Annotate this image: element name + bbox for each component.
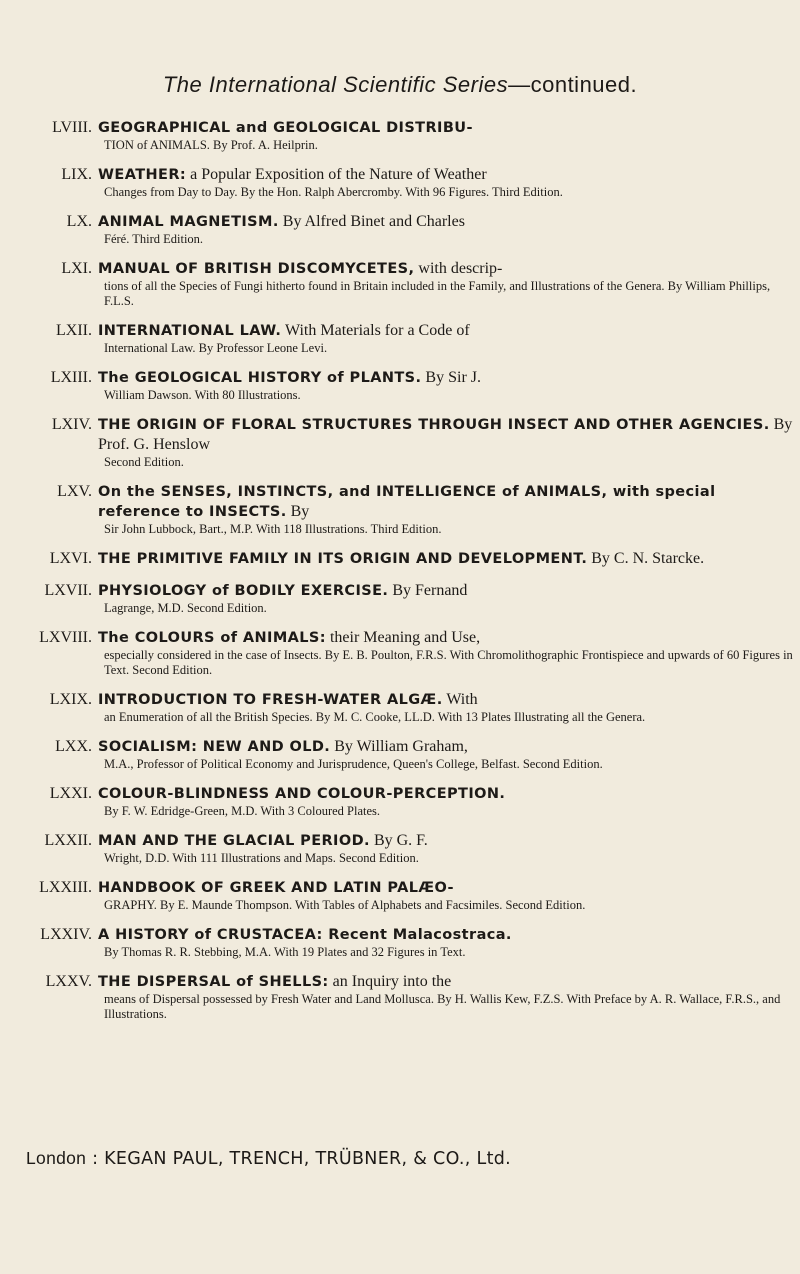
entry-heading bbox=[98, 165, 794, 185]
entry-heading bbox=[98, 690, 794, 710]
entry-title: WEATHER: bbox=[98, 167, 187, 183]
entry-number: LXIX. bbox=[49, 691, 92, 708]
entry-title: A HISTORY of CRUSTACEA: Recent Malacostraca. bbox=[98, 927, 512, 943]
catalogue-entry bbox=[24, 628, 794, 678]
catalogue-entry bbox=[24, 737, 794, 772]
catalogue-entry bbox=[24, 784, 794, 819]
entry-heading bbox=[98, 482, 794, 522]
entry-description: tions of all the Species of Fungi hitherto found in Britain included in the Family, and Illustrations of the Genera. By William Phillips, F.L.S. bbox=[104, 279, 771, 308]
entry-title-continuation: By Prof. G. Henslow bbox=[98, 416, 793, 453]
entry-heading bbox=[98, 259, 794, 279]
entry-title: The GEOLOGICAL HISTORY of PLANTS. bbox=[98, 370, 422, 386]
entry-title-continuation: By William Graham, bbox=[330, 738, 468, 755]
entry-title: HANDBOOK OF GREEK AND LATIN PALÆO- bbox=[98, 880, 454, 896]
entry-description: William Dawson. With 80 Illustrations. bbox=[104, 388, 301, 402]
entry-number: LXVI. bbox=[49, 550, 92, 567]
entry-description: Féré. Third Edition. bbox=[104, 232, 204, 246]
entry-number: LXXIII. bbox=[39, 879, 92, 896]
entry-title-continuation: By Sir J. bbox=[421, 369, 481, 386]
entry-list bbox=[24, 118, 794, 1034]
entry-title: ANIMAL MAGNETISM. bbox=[98, 214, 279, 230]
entry-description: Lagrange, M.D. Second Edition. bbox=[104, 601, 267, 615]
catalogue-entry bbox=[24, 321, 794, 356]
entry-title-continuation: By bbox=[286, 503, 310, 520]
entry-title: PHYSIOLOGY of BODILY EXERCISE. bbox=[98, 583, 389, 599]
entry-heading bbox=[98, 321, 794, 341]
catalogue-entry bbox=[24, 482, 794, 537]
entry-heading bbox=[98, 831, 794, 851]
catalogue-entry bbox=[24, 549, 794, 569]
entry-number: LX. bbox=[66, 213, 92, 230]
entry-description: M.A., Professor of Political Economy and Jurisprudence, Queen's College, Belfast. Second Edition. bbox=[104, 757, 603, 771]
catalogue-entry bbox=[24, 415, 794, 470]
catalogue-entry bbox=[24, 259, 794, 309]
entry-title: On the SENSES, INSTINCTS, and INTELLIGENCE of ANIMALS, with special reference to INSECTS. bbox=[98, 484, 716, 520]
entry-title: THE PRIMITIVE FAMILY IN ITS ORIGIN AND DEVELOPMENT. bbox=[98, 551, 588, 567]
entry-title: MANUAL OF BRITISH DISCOMYCETES, bbox=[98, 261, 415, 277]
entry-title-continuation: By G. F. bbox=[369, 832, 428, 849]
catalogue-entry bbox=[24, 878, 794, 913]
entry-description: Wright, D.D. With 111 Illustrations and Maps. Second Edition. bbox=[104, 851, 419, 865]
entry-number: LXXI. bbox=[49, 785, 92, 802]
entry-number: LXIII. bbox=[50, 369, 92, 386]
catalogue-entry bbox=[24, 690, 794, 725]
entry-number: LXXII. bbox=[44, 832, 92, 849]
entry-title: SOCIALISM: NEW AND OLD. bbox=[98, 739, 331, 755]
entry-heading bbox=[98, 878, 794, 898]
entry-title: GEOGRAPHICAL and GEOLOGICAL DISTRIBU- bbox=[98, 120, 473, 136]
entry-number: LXI. bbox=[61, 260, 92, 277]
entry-heading bbox=[98, 368, 794, 388]
catalogue-entry bbox=[24, 831, 794, 866]
entry-number: LXXIV. bbox=[40, 926, 92, 943]
entry-number: LIX. bbox=[61, 166, 92, 183]
entry-title: THE DISPERSAL of SHELLS: bbox=[98, 974, 329, 990]
entry-title: The COLOURS of ANIMALS: bbox=[98, 630, 326, 646]
entry-title: INTERNATIONAL LAW. bbox=[98, 323, 282, 339]
entry-heading bbox=[98, 925, 794, 945]
entry-title: INTRODUCTION TO FRESH-WATER ALGÆ. bbox=[98, 692, 443, 708]
entry-title: MAN AND THE GLACIAL PERIOD. bbox=[98, 833, 370, 849]
entry-number: LXIV. bbox=[51, 416, 92, 433]
entry-heading bbox=[98, 118, 794, 138]
entry-heading bbox=[98, 581, 794, 601]
entry-heading bbox=[98, 972, 794, 992]
entry-description: an Enumeration of all the British Species. By M. C. Cooke, LL.D. With 13 Plates Illustrating all the Genera. bbox=[104, 710, 646, 724]
catalogue-entry bbox=[24, 212, 794, 247]
publisher-imprint bbox=[26, 1148, 800, 1169]
entry-description: International Law. By Professor Leone Levi. bbox=[104, 341, 328, 355]
running-header bbox=[0, 72, 800, 98]
entry-heading bbox=[98, 549, 794, 569]
series-title-suffix: —continued. bbox=[508, 72, 638, 97]
entry-heading bbox=[98, 415, 794, 455]
entry-heading bbox=[98, 784, 794, 804]
entry-title-continuation: With Materials for a Code of bbox=[281, 322, 470, 339]
entry-title-continuation: By Alfred Binet and Charles bbox=[278, 213, 465, 230]
entry-title-continuation: By C. N. Starcke. bbox=[587, 550, 705, 567]
entry-title-continuation: their Meaning and Use, bbox=[325, 629, 481, 646]
imprint-publisher: : KEGAN PAUL, TRENCH, TRÜBNER, & CO., Ltd. bbox=[92, 1149, 512, 1169]
entry-description: Second Edition. bbox=[104, 455, 184, 469]
entry-title-continuation: with descrip- bbox=[414, 260, 503, 277]
entry-description: Changes from Day to Day. By the Hon. Ralph Abercromby. With 96 Figures. Third Edition. bbox=[104, 185, 563, 199]
entry-number: LXXV. bbox=[45, 973, 92, 990]
entry-description: GRAPHY. By E. Maunde Thompson. With Tables of Alphabets and Facsimiles. Second Edition. bbox=[104, 898, 586, 912]
entry-number: LXV. bbox=[57, 483, 92, 500]
entry-title: COLOUR-BLINDNESS AND COLOUR-PERCEPTION. bbox=[98, 786, 506, 802]
entry-description: By F. W. Edridge-Green, M.D. With 3 Coloured Plates. bbox=[104, 804, 381, 818]
catalogue-entry bbox=[24, 165, 794, 200]
entry-number: LXII. bbox=[56, 322, 92, 339]
catalogue-entry bbox=[24, 972, 794, 1022]
catalogue-entry bbox=[24, 118, 794, 153]
entry-number: LXVIII. bbox=[39, 629, 92, 646]
entry-description: By Thomas R. R. Stebbing, M.A. With 19 Plates and 32 Figures in Text. bbox=[104, 945, 466, 959]
series-title: The International Scientific Series bbox=[162, 72, 509, 97]
entry-title-continuation: With bbox=[442, 691, 478, 708]
entry-title: THE ORIGIN OF FLORAL STRUCTURES THROUGH INSECT AND OTHER AGENCIES. bbox=[98, 417, 770, 433]
entry-heading bbox=[98, 212, 794, 232]
catalogue-entry bbox=[24, 368, 794, 403]
entry-number: LVIII. bbox=[52, 119, 92, 136]
entry-number: LXX. bbox=[55, 738, 92, 755]
entry-description: means of Dispersal possessed by Fresh Water and Land Mollusca. By H. Wallis Kew, F.Z.S. With Preface by A. R. Wallace, F.R.S., and Illustrations. bbox=[104, 992, 781, 1021]
entry-heading bbox=[98, 628, 794, 648]
catalogue-entry bbox=[24, 925, 794, 960]
entry-title-continuation: a Popular Exposition of the Nature of Weather bbox=[186, 166, 487, 183]
entry-title-continuation: By Fernand bbox=[388, 582, 468, 599]
entry-title-continuation: an Inquiry into the bbox=[328, 973, 452, 990]
imprint-city: London bbox=[26, 1148, 87, 1168]
entry-heading bbox=[98, 737, 794, 757]
entry-number: LXVII. bbox=[44, 582, 92, 599]
entry-description: Sir John Lubbock, Bart., M.P. With 118 Illustrations. Third Edition. bbox=[104, 522, 442, 536]
entry-description: especially considered in the case of Insects. By E. B. Poulton, F.R.S. With Chromolithographic Frontispiece and upwards of 60 Figures in Text. Second Edition. bbox=[104, 648, 793, 677]
entry-description: TION of ANIMALS. By Prof. A. Heilprin. bbox=[104, 138, 318, 152]
catalogue-entry bbox=[24, 581, 794, 616]
